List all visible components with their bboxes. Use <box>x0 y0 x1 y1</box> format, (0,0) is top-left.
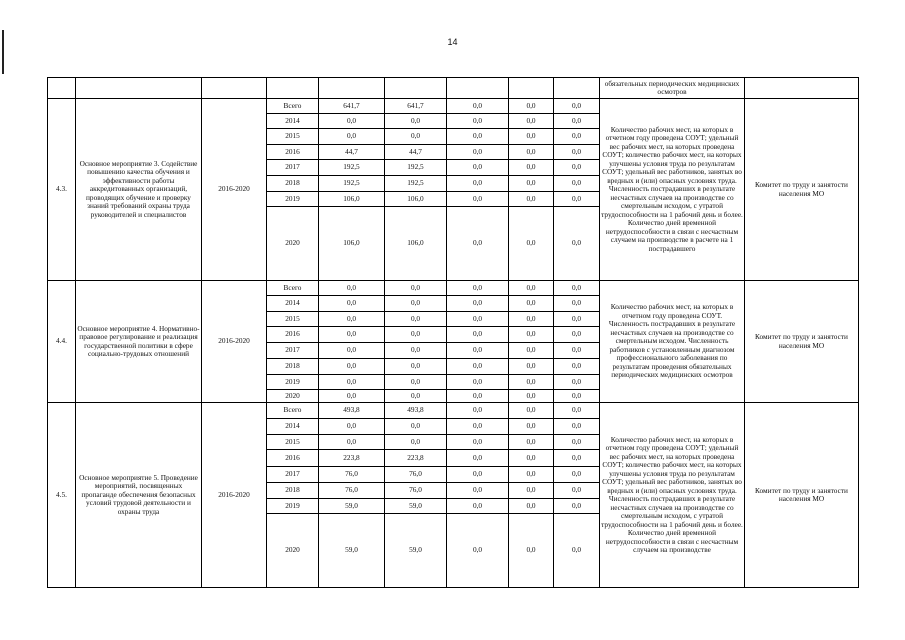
year-label: 2014 <box>267 296 319 312</box>
value-v4: 0,0 <box>554 467 600 483</box>
value-v2: 0,0 <box>447 419 509 435</box>
program-table <box>47 77 859 588</box>
value-v4: 0,0 <box>554 435 600 450</box>
value-total: 106,0 <box>319 192 385 207</box>
value-total: 0,0 <box>319 114 385 129</box>
value-v3: 0,0 <box>509 327 554 343</box>
value-v2: 0,0 <box>447 192 509 207</box>
period: 2016-2020 <box>202 99 267 281</box>
cell-result-tail: обязательных периодических медицинских осмотров <box>600 78 745 99</box>
value-v4: 0,0 <box>554 419 600 435</box>
period: 2016-2020 <box>202 403 267 588</box>
value-v2: 0,0 <box>447 281 509 296</box>
value-total: 0,0 <box>319 435 385 450</box>
value-total: 0,0 <box>319 390 385 403</box>
value-total: 0,0 <box>319 375 385 390</box>
table-row <box>48 99 859 114</box>
value-v3: 0,0 <box>509 114 554 129</box>
value-v2: 0,0 <box>447 359 509 375</box>
value-v1: 0,0 <box>385 419 447 435</box>
value-v4: 0,0 <box>554 145 600 160</box>
year-label: Всего <box>267 99 319 114</box>
value-total: 0,0 <box>319 419 385 435</box>
row-number: 4.3. <box>48 99 76 281</box>
year-label: 2016 <box>267 450 319 467</box>
value-v4: 0,0 <box>554 176 600 192</box>
value-v4: 0,0 <box>554 359 600 375</box>
value-v4: 0,0 <box>554 99 600 114</box>
value-total: 192,5 <box>319 176 385 192</box>
value-v2: 0,0 <box>447 450 509 467</box>
value-total: 0,0 <box>319 327 385 343</box>
value-v2: 0,0 <box>447 499 509 514</box>
year-label: Всего <box>267 403 319 419</box>
value-v3: 0,0 <box>509 435 554 450</box>
value-v1: 59,0 <box>385 499 447 514</box>
value-v3: 0,0 <box>509 375 554 390</box>
year-label: 2017 <box>267 467 319 483</box>
value-v3: 0,0 <box>509 450 554 467</box>
value-v4: 0,0 <box>554 499 600 514</box>
cell-v2 <box>447 78 509 99</box>
value-v2: 0,0 <box>447 296 509 312</box>
value-total: 76,0 <box>319 467 385 483</box>
value-v1: 192,5 <box>385 176 447 192</box>
value-v4: 0,0 <box>554 343 600 359</box>
executor: Комитет по труду и занятости населения МО <box>745 281 859 403</box>
value-v4: 0,0 <box>554 281 600 296</box>
value-v3: 0,0 <box>509 207 554 281</box>
value-v2: 0,0 <box>447 375 509 390</box>
row-number: 4.5. <box>48 403 76 588</box>
year-label: 2016 <box>267 145 319 160</box>
year-label: 2018 <box>267 483 319 499</box>
value-v1: 0,0 <box>385 327 447 343</box>
value-v4: 0,0 <box>554 375 600 390</box>
cell-period <box>202 78 267 99</box>
value-v3: 0,0 <box>509 419 554 435</box>
value-v2: 0,0 <box>447 114 509 129</box>
value-v3: 0,0 <box>509 343 554 359</box>
value-v2: 0,0 <box>447 343 509 359</box>
measure-name: Основное мероприятие 4. Нормативно-правовое регулирование и реализация государственной политики в сфере социально-трудовых отношений <box>76 281 202 403</box>
cell-name <box>76 78 202 99</box>
value-v3: 0,0 <box>509 403 554 419</box>
value-v4: 0,0 <box>554 207 600 281</box>
cell-executor <box>745 78 859 99</box>
year-label: 2020 <box>267 207 319 281</box>
year-label: 2015 <box>267 312 319 327</box>
year-label: 2017 <box>267 343 319 359</box>
value-total: 106,0 <box>319 207 385 281</box>
value-v2: 0,0 <box>447 160 509 176</box>
expected-result: Количество рабочих мест, на которых в отчетном году проведена СОУТ; удельный вес рабочих мест, на которых проведена СОУТ; количество рабочих мест, на которых улучшены условия труда по результатам СОУТ; удельный вес работников, занятых во вредных и (или) опасных условиях труда. Численность пострадавших в результате несчастных случаев на производстве со смертельным исходом, с утратой трудоспособности на 1 рабочий день и более. Количество дней временной нетрудоспособности в связи с несчастным случаем на производстве в расчете на 1 пострадавшего <box>600 99 745 281</box>
value-v2: 0,0 <box>447 207 509 281</box>
value-v2: 0,0 <box>447 403 509 419</box>
cell-label <box>267 78 319 99</box>
value-v1: 223,8 <box>385 450 447 467</box>
value-v2: 0,0 <box>447 145 509 160</box>
value-v1: 0,0 <box>385 281 447 296</box>
value-total: 192,5 <box>319 160 385 176</box>
executor: Комитет по труду и занятости населения МО <box>745 99 859 281</box>
value-total: 0,0 <box>319 281 385 296</box>
value-v1: 44,7 <box>385 145 447 160</box>
value-v2: 0,0 <box>447 467 509 483</box>
value-v1: 0,0 <box>385 375 447 390</box>
value-v3: 0,0 <box>509 281 554 296</box>
value-total: 0,0 <box>319 312 385 327</box>
value-v1: 59,0 <box>385 514 447 588</box>
value-total: 59,0 <box>319 514 385 588</box>
value-total: 223,8 <box>319 450 385 467</box>
year-label: 2014 <box>267 114 319 129</box>
measure-name: Основное мероприятие 5. Проведение мероприятий, посвященных пропаганде обеспечения безопасных условий трудовой деятельности и охраны труда <box>76 403 202 588</box>
value-v4: 0,0 <box>554 312 600 327</box>
page-number: 14 <box>447 37 458 47</box>
table-row <box>48 281 859 296</box>
value-v2: 0,0 <box>447 176 509 192</box>
value-v3: 0,0 <box>509 160 554 176</box>
value-total: 44,7 <box>319 145 385 160</box>
continuation-row <box>48 78 859 99</box>
value-v2: 0,0 <box>447 99 509 114</box>
year-label: 2020 <box>267 514 319 588</box>
value-v1: 0,0 <box>385 359 447 375</box>
value-v4: 0,0 <box>554 192 600 207</box>
table-body <box>48 78 859 588</box>
value-v3: 0,0 <box>509 99 554 114</box>
value-total: 76,0 <box>319 483 385 499</box>
year-label: 2019 <box>267 192 319 207</box>
table-row <box>48 403 859 419</box>
value-total: 493,8 <box>319 403 385 419</box>
value-v1: 493,8 <box>385 403 447 419</box>
value-total: 0,0 <box>319 343 385 359</box>
value-v2: 0,0 <box>447 483 509 499</box>
value-v2: 0,0 <box>447 327 509 343</box>
value-v4: 0,0 <box>554 114 600 129</box>
year-label: 2018 <box>267 359 319 375</box>
value-v3: 0,0 <box>509 129 554 145</box>
value-v4: 0,0 <box>554 483 600 499</box>
value-v1: 0,0 <box>385 114 447 129</box>
year-label: 2016 <box>267 327 319 343</box>
value-v3: 0,0 <box>509 390 554 403</box>
value-v1: 0,0 <box>385 296 447 312</box>
value-v3: 0,0 <box>509 312 554 327</box>
value-v3: 0,0 <box>509 359 554 375</box>
measure-name: Основное мероприятие 3. Содействие повышению качества обучения и эффективности работы аккредитованных организаций, проводящих обучение и проверку знаний требований охраны труда руководителей и специалистов <box>76 99 202 281</box>
expected-result: Количество рабочих мест, на которых в отчетном году проведена СОУТ. Численность пострадавших в результате несчастных случаев на производстве со смертельным исходом. Численность работников с установленным диагнозом профессионального заболевания по результатам проведения обязательных периодических медицинских осмотров <box>600 281 745 403</box>
value-v3: 0,0 <box>509 296 554 312</box>
value-v1: 76,0 <box>385 483 447 499</box>
value-v2: 0,0 <box>447 514 509 588</box>
value-v3: 0,0 <box>509 514 554 588</box>
value-v1: 641,7 <box>385 99 447 114</box>
cell-total <box>319 78 385 99</box>
value-v2: 0,0 <box>447 435 509 450</box>
cell-v4 <box>554 78 600 99</box>
value-v2: 0,0 <box>447 390 509 403</box>
value-v1: 192,5 <box>385 160 447 176</box>
year-label: 2017 <box>267 160 319 176</box>
value-total: 0,0 <box>319 296 385 312</box>
value-v4: 0,0 <box>554 514 600 588</box>
year-label: 2014 <box>267 419 319 435</box>
value-v1: 0,0 <box>385 435 447 450</box>
executor: Комитет по труду и занятости населения МО <box>745 403 859 588</box>
cell-v3 <box>509 78 554 99</box>
year-label: 2015 <box>267 129 319 145</box>
value-v1: 0,0 <box>385 129 447 145</box>
value-total: 0,0 <box>319 359 385 375</box>
value-v4: 0,0 <box>554 296 600 312</box>
year-label: 2020 <box>267 390 319 403</box>
value-v2: 0,0 <box>447 129 509 145</box>
year-label: Всего <box>267 281 319 296</box>
value-v4: 0,0 <box>554 403 600 419</box>
value-v1: 76,0 <box>385 467 447 483</box>
expected-result: Количество рабочих мест, на которых в отчетном году проведена СОУТ; удельный вес рабочих мест, на которых проведена СОУТ; количество рабочих мест, на которых улучшены условия труда по результатам СОУТ; удельный вес работников, занятых во вредных и (или) опасных условиях труда. Численность пострадавших в результате несчастных случаев на производстве со смертельным исходом, с утратой трудоспособности на 1 рабочий день и более. Количество дней временной нетрудоспособности в связи с несчастным случаем на производстве <box>600 403 745 588</box>
value-v3: 0,0 <box>509 483 554 499</box>
value-v3: 0,0 <box>509 145 554 160</box>
value-v4: 0,0 <box>554 129 600 145</box>
year-label: 2019 <box>267 499 319 514</box>
year-label: 2015 <box>267 435 319 450</box>
value-v3: 0,0 <box>509 499 554 514</box>
value-v3: 0,0 <box>509 192 554 207</box>
value-v4: 0,0 <box>554 450 600 467</box>
value-v1: 0,0 <box>385 312 447 327</box>
value-v4: 0,0 <box>554 160 600 176</box>
value-v4: 0,0 <box>554 327 600 343</box>
value-v4: 0,0 <box>554 390 600 403</box>
value-v3: 0,0 <box>509 176 554 192</box>
value-v1: 0,0 <box>385 343 447 359</box>
cell-v1 <box>385 78 447 99</box>
year-label: 2019 <box>267 375 319 390</box>
row-number: 4.4. <box>48 281 76 403</box>
value-total: 59,0 <box>319 499 385 514</box>
value-v1: 106,0 <box>385 207 447 281</box>
cell-num <box>48 78 76 99</box>
year-label: 2018 <box>267 176 319 192</box>
value-total: 641,7 <box>319 99 385 114</box>
value-total: 0,0 <box>319 129 385 145</box>
value-v1: 106,0 <box>385 192 447 207</box>
period: 2016-2020 <box>202 281 267 403</box>
value-v1: 0,0 <box>385 390 447 403</box>
value-v3: 0,0 <box>509 467 554 483</box>
value-v2: 0,0 <box>447 312 509 327</box>
